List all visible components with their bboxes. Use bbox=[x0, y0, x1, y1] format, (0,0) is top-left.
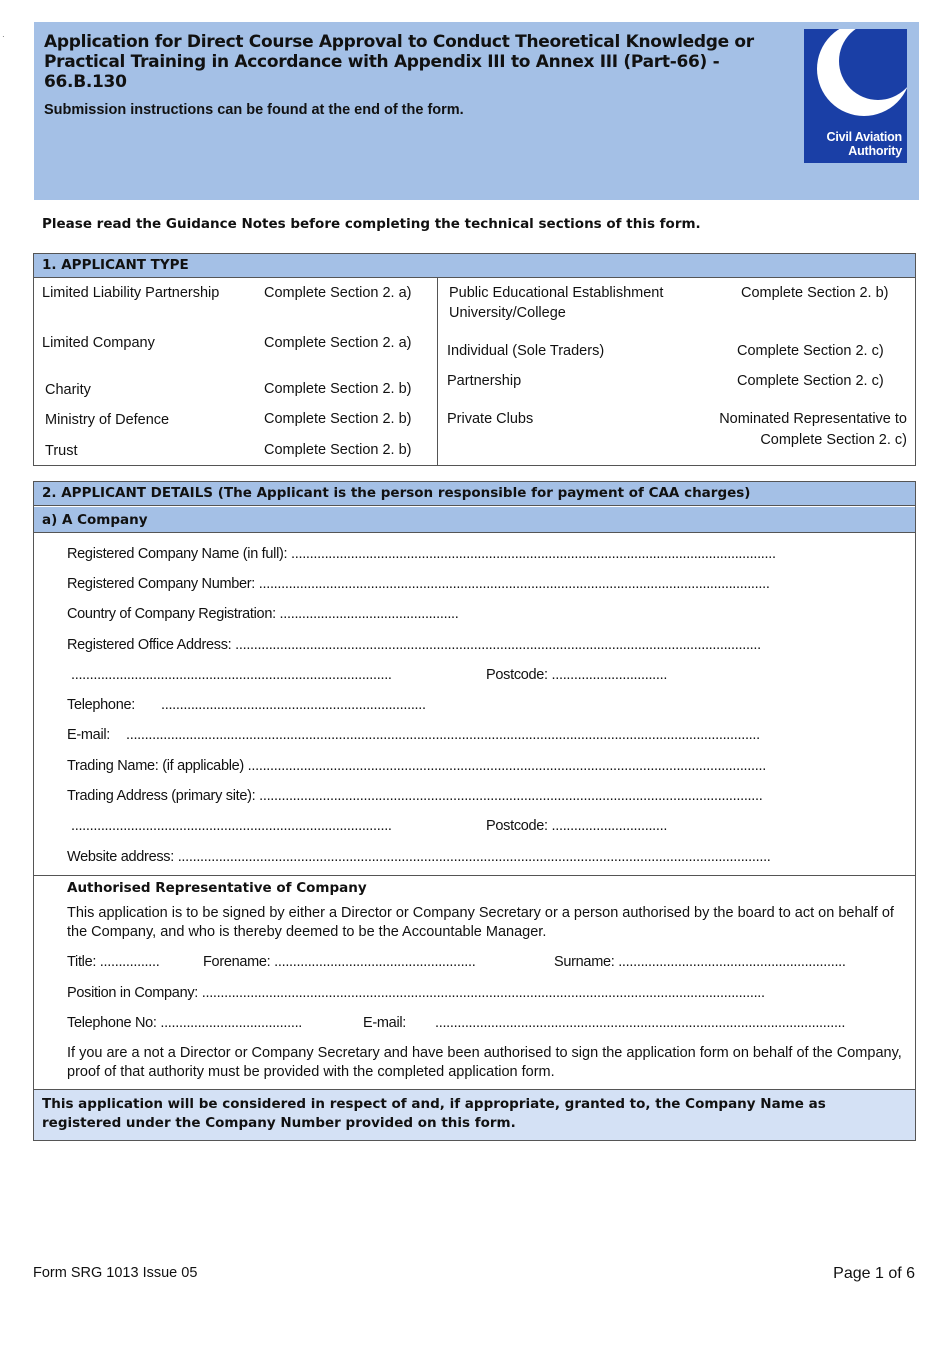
section-2-heading: 2. APPLICANT DETAILS (The Applicant is the person responsible for payment of CAA charges) bbox=[34, 482, 915, 506]
applicant-type-label: Limited Liability Partnership bbox=[42, 285, 220, 301]
company-number-field[interactable]: Registered Company Number: ......................................................................................................................................... bbox=[67, 576, 770, 592]
applicant-type-action: Complete Section 2. b) bbox=[264, 411, 412, 427]
authorised-rep-heading: Authorised Representative of Company bbox=[67, 880, 367, 896]
office-address-line2-field[interactable]: ...................................................................................... bbox=[71, 667, 392, 683]
office-postcode-field[interactable]: Postcode: ............................... bbox=[486, 667, 668, 683]
telephone-label: Telephone: bbox=[67, 697, 135, 713]
position-field[interactable]: Position in Company: ....................................................................................................................................................... bbox=[67, 985, 765, 1001]
applicant-type-action: Complete Section 2. b) bbox=[741, 285, 889, 301]
caa-logo bbox=[804, 29, 907, 163]
applicant-type-label: Ministry of Defence bbox=[45, 412, 170, 428]
applicant-type-action: Nominated Representative to Complete Section 2. c) bbox=[719, 411, 907, 448]
company-name-field[interactable]: Registered Company Name (in full): .................................................................................................................................. bbox=[67, 546, 776, 562]
applicant-type-action: Complete Section 2. b) bbox=[264, 442, 412, 458]
applicant-type-action: Complete Section 2. a) bbox=[264, 285, 412, 301]
forename-field[interactable]: Forename: ...................................................... bbox=[203, 954, 476, 970]
title-field[interactable]: Title: ................ bbox=[67, 954, 160, 970]
applicant-type-action: Complete Section 2. a) bbox=[264, 335, 412, 351]
applicant-type-action: Complete Section 2. c) bbox=[737, 373, 884, 389]
column-divider bbox=[437, 277, 438, 466]
applicant-type-action: Complete Section 2. c) bbox=[737, 343, 884, 359]
applicant-type-section bbox=[33, 253, 916, 466]
margin-mark: · bbox=[2, 32, 5, 41]
rep-email-field[interactable]: .............................................................................................................. bbox=[435, 1015, 846, 1031]
applicant-type-label: Partnership bbox=[447, 373, 522, 389]
page-number: Page 1 of 6 bbox=[833, 1265, 915, 1282]
divider bbox=[34, 875, 915, 876]
website-field[interactable]: Website address: ............................................................................................................................................................... bbox=[67, 849, 771, 865]
form-subtitle: Submission instructions can be found at the end of the form. bbox=[44, 102, 464, 118]
authorised-rep-intro: This application is to be signed by either a Director or Company Secretary or a person authorised by the board to act on behalf of the Company, and who is thereby deemed to be the Accountable Manager. bbox=[67, 905, 894, 940]
form-header bbox=[34, 22, 919, 200]
applicant-type-action: Complete Section 2. b) bbox=[264, 381, 412, 397]
section-2a-heading: a) A Company bbox=[34, 507, 915, 533]
trading-address-line2-field[interactable]: ...................................................................................... bbox=[71, 818, 392, 834]
logo-text-line1: Civil Aviation bbox=[826, 130, 902, 144]
country-registration-field[interactable]: Country of Company Registration: ................................................ bbox=[67, 606, 459, 622]
applicant-type-label: Individual (Sole Traders) bbox=[447, 343, 605, 359]
applicant-type-label: Charity bbox=[45, 382, 91, 398]
surname-field[interactable]: Surname: ............................................................. bbox=[554, 954, 846, 970]
consideration-note: This application will be considered in respect of and, if appropriate, granted to, the Company Name as registered under the Company Number provided on this form. bbox=[34, 1089, 915, 1140]
rep-telephone-field[interactable]: Telephone No: ...................................... bbox=[67, 1015, 303, 1031]
form-identifier: Form SRG 1013 Issue 05 bbox=[33, 1265, 198, 1281]
logo-text-line2: Authority bbox=[848, 144, 902, 158]
trading-name-field[interactable]: Trading Name: (if applicable) ........................................................................................................................................... bbox=[67, 758, 766, 774]
applicant-type-label: Limited Company bbox=[42, 335, 155, 351]
applicant-type-label: Trust bbox=[45, 443, 78, 459]
email-field[interactable]: .......................................................................................................................................................................... bbox=[126, 727, 760, 743]
email-label: E-mail: bbox=[67, 727, 111, 743]
applicant-type-label: Public Educational Establishment University/College bbox=[449, 285, 664, 321]
applicant-type-label: Private Clubs bbox=[447, 411, 534, 427]
authority-note: If you are a not a Director or Company Secretary and have been authorised to sign the application form on behalf of the Company, proof of that authority must be provided with the completed application form. bbox=[67, 1045, 902, 1080]
trading-address-field[interactable]: Trading Address (primary site): ....................................................................................................................................... bbox=[67, 788, 763, 804]
office-address-field[interactable]: Registered Office Address: ............................................................................................................................................. bbox=[67, 637, 761, 653]
telephone-field[interactable]: ....................................................................... bbox=[161, 697, 426, 713]
guidance-note: Please read the Guidance Notes before completing the technical sections of this form. bbox=[42, 216, 701, 232]
applicant-details-section bbox=[33, 481, 916, 1141]
trading-postcode-field[interactable]: Postcode: ............................... bbox=[486, 818, 668, 834]
section-1-heading: 1. APPLICANT TYPE bbox=[34, 254, 915, 278]
rep-email-label: E-mail: bbox=[363, 1015, 407, 1031]
form-title: Application for Direct Course Approval to Conduct Theoretical Knowledge or Practical Training in Accordance with Appendix III to Annex III (Part-66) - 66.B.130 bbox=[44, 32, 754, 92]
